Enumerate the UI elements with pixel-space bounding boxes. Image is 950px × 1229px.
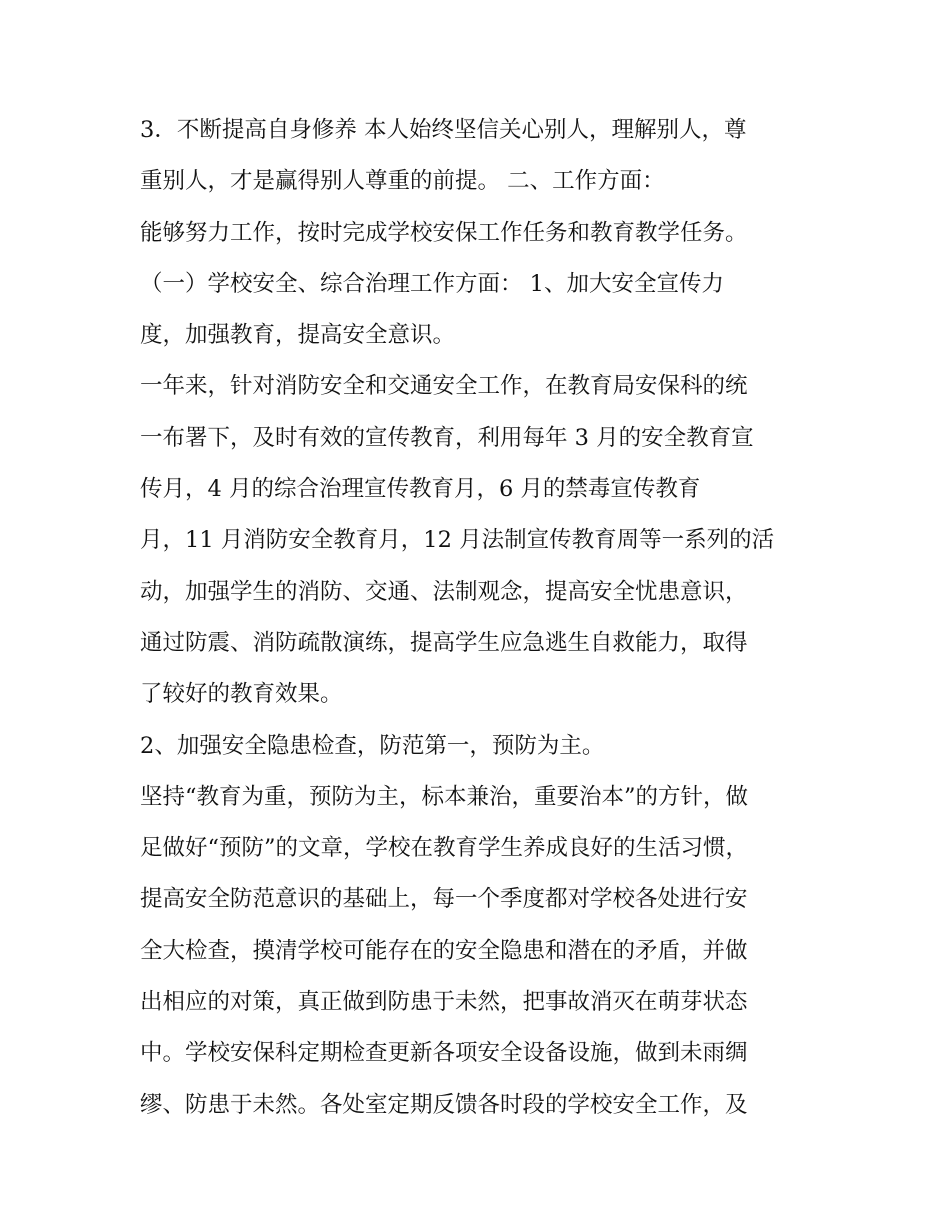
text-line: 月，11 月消防安全教育月，12 月法制宣传教育周等一系列的活: [140, 527, 775, 554]
text-line: 动，加强学生的消防、交通、法制观念，提高安全忧患意识，: [140, 578, 748, 605]
text-line: 能够努力工作，按时完成学校安保工作任务和教育教学任务。: [140, 219, 748, 246]
text-line: 通过防震、消防疏散演练，提高学生应急逃生自救能力，取得: [140, 629, 748, 656]
text-line: 一布署下，及时有效的宣传教育，利用每年 3 月的安全教育宣: [140, 424, 754, 451]
text-line: 重别人，才是赢得别人尊重的前提。 二、工作方面：: [140, 168, 665, 195]
text-line: 缪、防患于未然。各处室定期反馈各时段的学校安全工作，及: [140, 1091, 748, 1118]
text-line: 全大检查，摸清学校可能存在的安全隐患和潜在的矛盾，并做: [140, 937, 748, 964]
text-line: 出相应的对策，真正做到防患于未然，把事故消灭在萌芽状态: [140, 989, 748, 1016]
document-body: [140, 108, 820, 1134]
text-line: 2、加强安全隐患检查，防范第一，预防为主。: [140, 732, 605, 759]
text-line: 3．不断提高自身修养 本人始终坚信关心别人，理解别人，尊: [140, 117, 747, 143]
text-line: 中。学校安保科定期检查更新各项安全设备设施，做到未雨绸: [140, 1040, 748, 1067]
text-line: 一年来，针对消防安全和交通安全工作，在教育局安保科的统: [140, 373, 748, 400]
text-line: 足做好“预防”的文章，学校在教育学生养成良好的生活习惯，: [140, 835, 749, 862]
text-line: （一）学校安全、综合治理工作方面： 1、加大安全宣传力: [140, 270, 724, 297]
text-line: 传月，4 月的综合治理宣传教育月，6 月的禁毒宣传教育: [140, 476, 701, 503]
text-line: 了较好的教育效果。: [140, 681, 343, 708]
text-line: 坚持“教育为重，预防为主，标本兼治，重要治本”的方针，做: [140, 783, 749, 810]
text-line: 度，加强教育，提高安全意识。: [140, 322, 456, 349]
text-line: 提高安全防范意识的基础上，每一个季度都对学校各处进行安: [140, 886, 748, 913]
